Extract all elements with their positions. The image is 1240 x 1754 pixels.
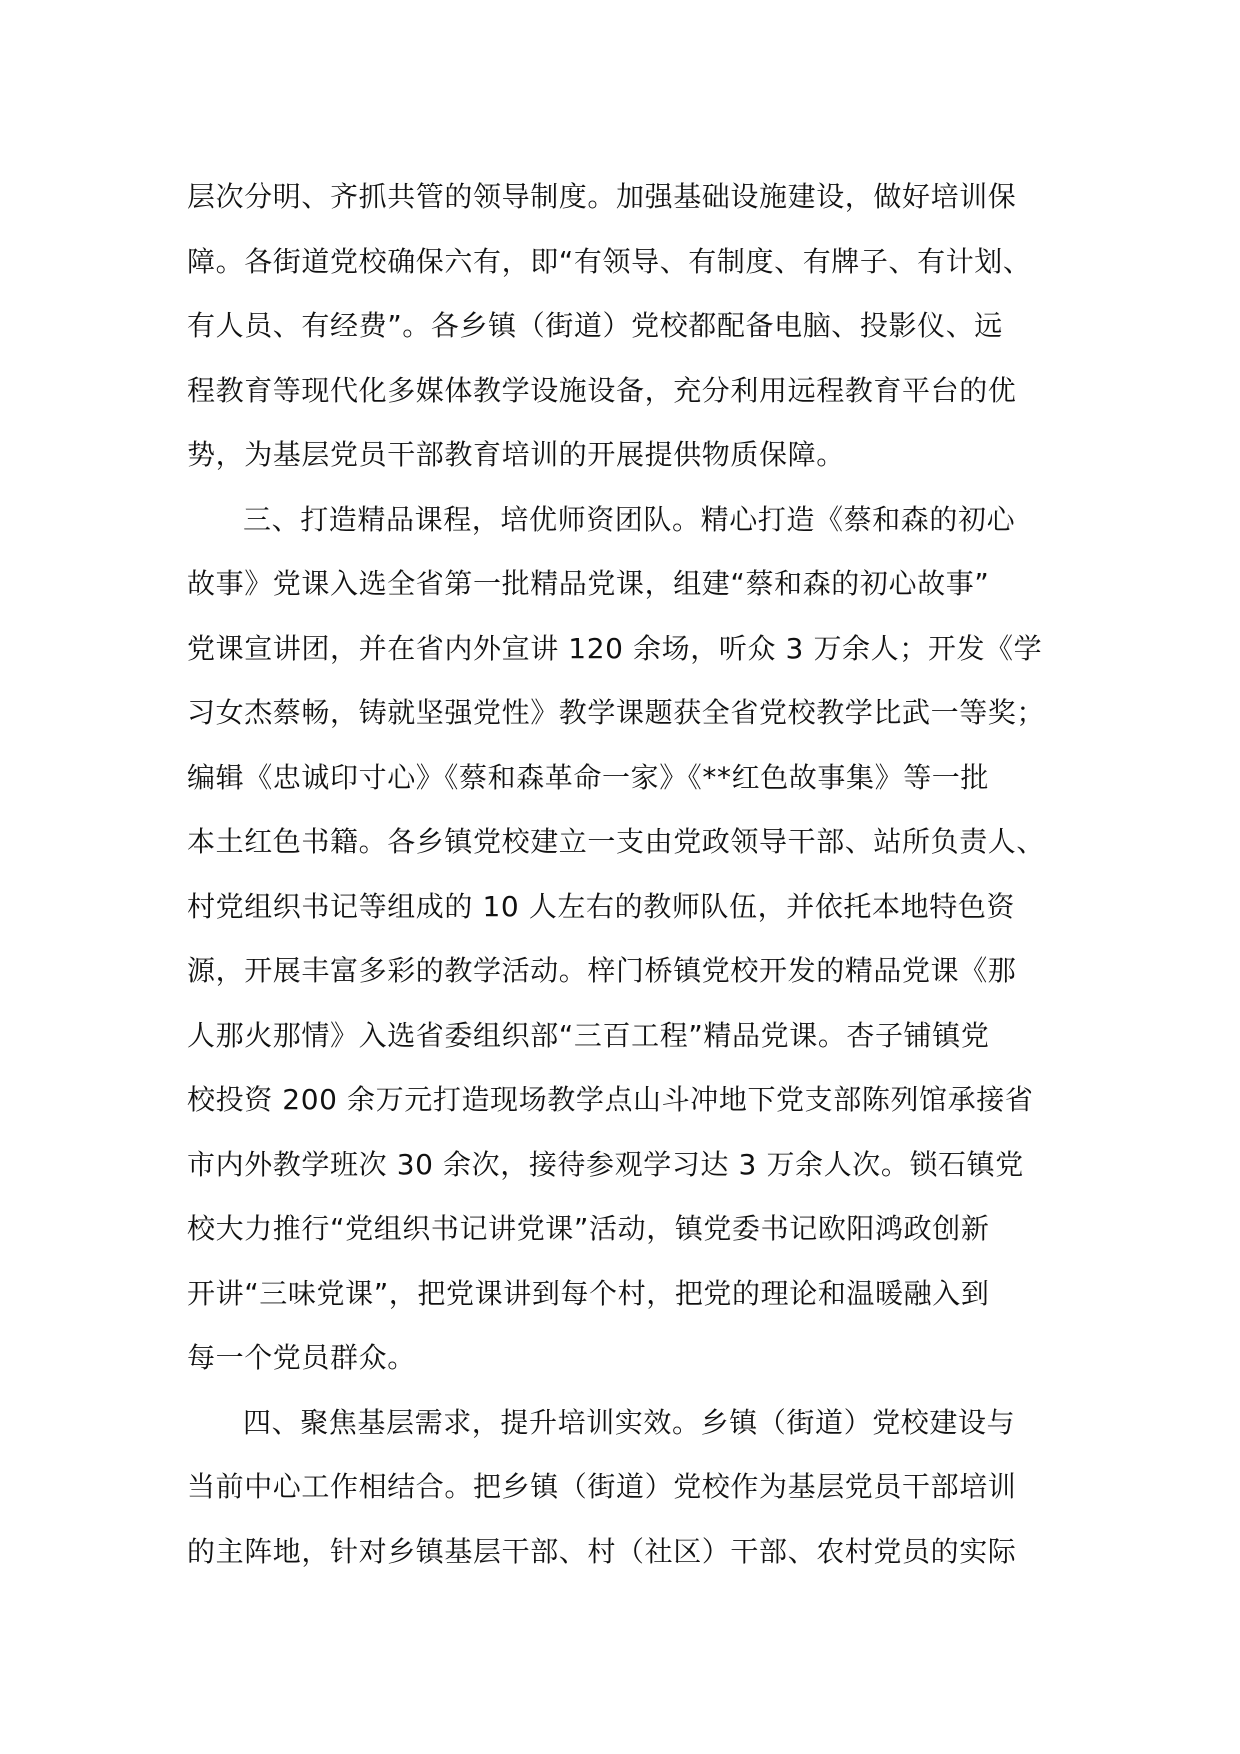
text-line: 本土红色书籍。各乡镇党校建立一支由党政领导干部、站所负责人、 (187, 825, 1046, 858)
text-line: 程教育等现代化多媒体教学设施设备，充分利用远程教育平台的优 (187, 373, 1017, 407)
text-line: 每一个党员群众。 (187, 1341, 416, 1374)
text-line: 的主阵地，针对乡镇基层干部、村（社区）干部、农村党员的实际 (187, 1534, 1017, 1568)
text-line: 当前中心工作相结合。把乡镇（街道）党校作为基层党员干部培训 (187, 1470, 1017, 1503)
text-line: 层次分明、齐抓共管的领导制度。加强基础设施建设，做好培训保 (187, 180, 1017, 213)
text-line: 市内外教学班次 30 余次，接待参观学习达 3 万余人次。锁石镇党 (187, 1147, 1024, 1181)
text-line: 开讲“三味党课”，把党课讲到每个村，把党的理论和温暖融入到 (187, 1276, 990, 1310)
text-line: 有人员、有经费”。各乡镇（街道）党校都配备电脑、投影仪、远 (187, 309, 1003, 342)
text-line: 人那火那情》入选省委组织部“三百工程”精品党课。杏子铺镇党 (187, 1018, 990, 1052)
text-line: 三、打造精品课程，培优师资团队。精心打造《蔡和森的初心 (243, 502, 1016, 536)
paragraph-facilities (187, 165, 1067, 488)
text-line: 校大力推行“党组织书记讲党课”活动，镇党委书记欧阳鸿政创新 (187, 1212, 990, 1245)
text-line: 党课宣讲团，并在省内外宣讲 120 余场，听众 3 万余人；开发《学 (187, 631, 1043, 665)
text-line: 村党组织书记等组成的 10 人左右的教师队伍，并依托本地特色资 (187, 889, 1016, 923)
text-line: 校投资 200 余万元打造现场教学点山斗冲地下党支部陈列馆承接省 (187, 1083, 1034, 1116)
text-line: 源，开展丰富多彩的教学活动。梓门桥镇党校开发的精品党课《那 (187, 954, 1017, 987)
text-line: 障。各街道党校确保六有，即“有领导、有制度、有牌子、有计划、 (187, 244, 1032, 278)
text-line: 四、聚焦基层需求，提升培训实效。乡镇（街道）党校建设与 (243, 1405, 1016, 1439)
text-line: 势，为基层党员干部教育培训的开展提供物质保障。 (187, 438, 845, 471)
document-body (187, 165, 1067, 1584)
text-line: 故事》党课入选全省第一批精品党课，组建“蔡和森的初心故事” (187, 567, 990, 600)
paragraph-section-three (187, 488, 1067, 1391)
text-line: 编辑《忠诚印寸心》《蔡和森革命一家》《**红色故事集》等一批 (187, 760, 990, 794)
paragraph-section-four (187, 1391, 1067, 1585)
text-line: 习女杰蔡畅，铸就坚强党性》教学课题获全省党校教学比武一等奖； (187, 696, 1046, 729)
